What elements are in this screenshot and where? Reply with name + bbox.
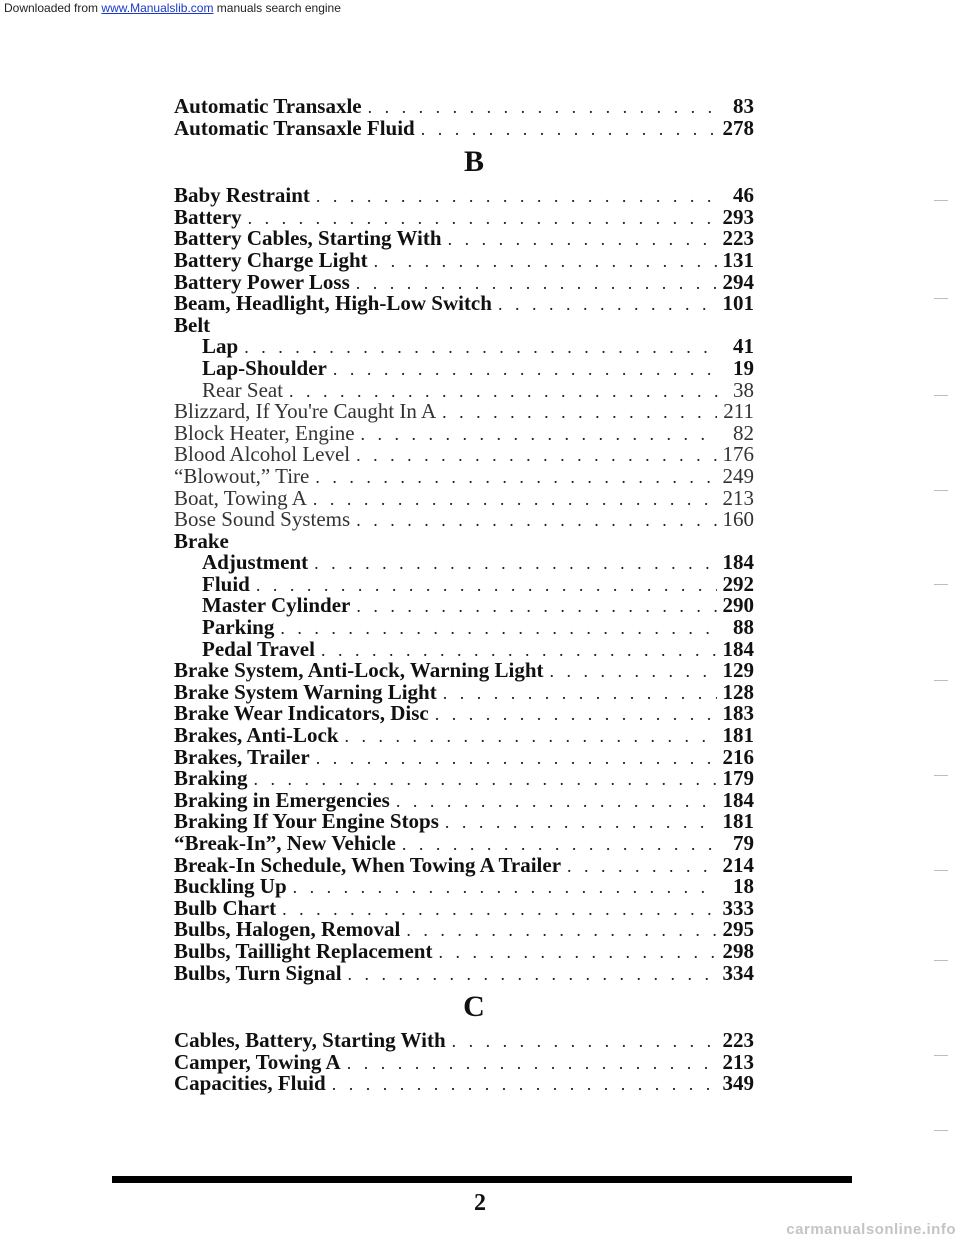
entry-page: 295	[722, 917, 754, 942]
entry-label: Baby Restraint	[174, 183, 310, 208]
dot-leader	[452, 1031, 717, 1053]
entry-page: 334	[722, 960, 754, 985]
entry-page: 38	[733, 377, 754, 402]
entry-page: 278	[722, 115, 754, 140]
index-entry	[174, 1073, 754, 1095]
entry-label: Fluid	[202, 571, 250, 596]
entry-page: 41	[733, 334, 754, 359]
index-entry	[174, 960, 754, 985]
index-entry	[174, 895, 754, 920]
index-entry	[174, 833, 754, 855]
section-heading: B	[463, 145, 484, 179]
entry-page: 128	[722, 679, 754, 704]
index-subentry	[174, 595, 754, 617]
entry-page: 183	[722, 701, 754, 726]
entry-page: 211	[723, 399, 754, 424]
entry-label: Bose Sound Systems	[174, 507, 351, 532]
index-entry	[174, 463, 754, 488]
entry-page: 184	[722, 550, 754, 575]
index-entry	[174, 1049, 754, 1074]
download-banner	[0, 0, 960, 18]
entry-page: 19	[733, 355, 754, 380]
index-entry	[174, 744, 754, 769]
page-number: 2	[474, 1190, 486, 1216]
index-subentry	[174, 377, 754, 402]
entry-page: 82	[733, 420, 754, 445]
dot-leader	[443, 683, 717, 705]
entry-label: Bulbs, Taillight Replacement	[174, 938, 433, 963]
entry-page: 176	[722, 442, 754, 467]
section-heading: C	[463, 990, 485, 1024]
entry-label: Boat, Towing A	[174, 485, 307, 510]
entry-page: 293	[722, 204, 754, 229]
entry-label: Buckling Up	[174, 874, 287, 899]
entry-label: Automatic Transaxle	[174, 94, 362, 118]
dot-leader	[445, 812, 717, 834]
index-entry	[174, 115, 754, 140]
index-entry	[174, 485, 754, 510]
entry-page: 213	[722, 1049, 754, 1074]
dot-leader	[374, 251, 717, 273]
dot-leader	[368, 97, 718, 119]
entry-label: Capacities, Fluid	[174, 1071, 326, 1096]
index-entry	[174, 96, 754, 118]
dot-leader	[438, 942, 716, 964]
entry-page: 223	[722, 1028, 754, 1053]
entry-page: 18	[733, 874, 754, 899]
index-entry	[174, 293, 754, 315]
index-entry	[174, 703, 754, 725]
entry-page: 129	[722, 658, 754, 683]
entry-label: Brake System Warning Light	[174, 679, 437, 704]
entry-page: 184	[722, 636, 754, 661]
index-entry	[174, 679, 754, 704]
dot-leader	[406, 920, 716, 942]
entry-label: Brakes, Trailer	[174, 744, 310, 769]
entry-label: Pedal Travel	[202, 636, 315, 661]
entry-label: Bulbs, Halogen, Removal	[174, 917, 401, 942]
entry-label: Bulb Chart	[174, 895, 277, 920]
entry-label: Battery Cables, Starting With	[174, 226, 442, 251]
entry-label: Beam, Headlight, High-Low Switch	[174, 291, 492, 316]
dot-leader	[356, 510, 716, 532]
entry-page: 290	[722, 593, 754, 618]
dot-leader	[442, 402, 717, 424]
entry-label: Lap-Shoulder	[202, 355, 327, 380]
dot-leader	[356, 596, 716, 618]
dot-leader	[356, 445, 716, 467]
watermark: carmanualsonline.info	[786, 1221, 956, 1238]
entry-page: 294	[722, 269, 754, 294]
entry-label: Lap	[202, 334, 239, 359]
entry-label: Parking	[202, 615, 275, 640]
dot-leader	[313, 489, 717, 511]
index-entry	[174, 312, 754, 337]
index-entry	[174, 228, 754, 250]
index-entry	[174, 787, 754, 812]
entry-label: Battery	[174, 204, 242, 229]
entry-label: Brake Wear Indicators, Disc	[174, 701, 429, 726]
index-entry	[174, 725, 754, 747]
entry-page: 298	[722, 938, 754, 963]
index-subentry	[174, 552, 754, 574]
entry-label: Automatic Transaxle Fluid	[174, 115, 415, 140]
index-entry	[174, 444, 754, 466]
dot-leader	[333, 359, 718, 381]
dot-leader	[348, 964, 717, 986]
index-entry	[174, 768, 754, 790]
entry-page: 349	[722, 1071, 754, 1096]
index-entry	[174, 919, 754, 941]
banner-suffix: manuals search engine	[216, 1, 341, 15]
entry-page: 184	[722, 787, 754, 812]
entry-label: Master Cylinder	[202, 593, 351, 618]
dot-leader	[293, 877, 718, 899]
index-entry	[174, 852, 754, 877]
entry-page: 249	[722, 463, 754, 488]
index-entry	[174, 269, 754, 294]
entry-label: Brakes, Anti-Lock	[174, 723, 339, 748]
index-entry	[174, 811, 754, 833]
index-subentry	[174, 355, 754, 380]
index-subentry	[174, 571, 754, 596]
index-entry	[174, 528, 754, 553]
entry-page: 79	[733, 831, 754, 855]
footer-rule	[112, 1176, 852, 1183]
entry-label: Braking	[174, 766, 248, 791]
entry-page: 214	[722, 852, 754, 877]
entry-page: 83	[733, 94, 754, 118]
index-subentry	[174, 617, 754, 639]
dot-leader	[435, 704, 717, 726]
entry-label: “Blowout,” Tire	[174, 463, 310, 488]
entry-page: 179	[722, 766, 754, 791]
entry-page: 46	[733, 183, 754, 208]
index-entry	[174, 185, 754, 207]
dot-leader	[316, 186, 718, 208]
index-entry	[174, 401, 754, 423]
dot-leader	[314, 553, 716, 575]
entry-label: Block Heater, Engine	[174, 420, 355, 445]
manualslib-link[interactable]: www.Manualslib.com	[101, 1, 214, 15]
entry-page: 101	[722, 291, 754, 316]
dot-leader	[280, 618, 718, 640]
entry-page: 181	[722, 723, 754, 748]
entry-label: Blizzard, If You're Caught In A	[174, 399, 437, 424]
entry-label: Rear Seat	[202, 377, 284, 402]
entry-label: Break-In Schedule, When Towing A Trailer	[174, 852, 562, 877]
entry-label: Camper, Towing A	[174, 1049, 341, 1074]
dot-leader	[361, 424, 718, 446]
index-entry	[174, 247, 754, 272]
dot-leader	[421, 119, 717, 141]
dot-leader	[345, 726, 717, 748]
entry-label: Adjustment	[202, 550, 309, 575]
index-entry	[174, 660, 754, 682]
entry-page: 216	[722, 744, 754, 769]
index-entry	[174, 420, 754, 445]
entry-page: 181	[722, 809, 754, 834]
entry-label: Blood Alcohol Level	[174, 442, 351, 467]
entry-label: Battery Charge Light	[174, 247, 368, 272]
index-subentry	[174, 336, 754, 358]
entry-label: Battery Power Loss	[174, 269, 350, 294]
entry-label: “Break-In”, New Vehicle	[174, 831, 396, 855]
dot-leader	[567, 856, 716, 878]
entry-label: Bulbs, Turn Signal	[174, 960, 342, 985]
index-subentry	[174, 636, 754, 661]
dot-leader	[315, 467, 716, 489]
dot-leader	[332, 1074, 717, 1096]
entry-label: Brake System, Anti-Lock, Warning Light	[174, 658, 544, 683]
entry-page: 292	[722, 571, 754, 596]
entry-label: Brake	[174, 528, 229, 553]
entry-label: Braking If Your Engine Stops	[174, 809, 439, 834]
dot-leader	[498, 294, 717, 316]
dot-leader	[316, 748, 717, 770]
entry-page: 160	[722, 507, 754, 532]
entry-page: 223	[722, 226, 754, 251]
entry-label: Belt	[174, 312, 211, 337]
index-entry	[174, 204, 754, 229]
dot-leader	[448, 229, 717, 251]
banner-prefix: Downloaded from	[4, 1, 99, 15]
index-entry	[174, 876, 754, 898]
dot-leader	[550, 661, 717, 683]
entry-page: 333	[722, 895, 754, 920]
index-list	[174, 96, 754, 1095]
entry-label: Braking in Emergencies	[174, 787, 390, 812]
index-entry	[174, 938, 754, 963]
entry-page: 213	[722, 485, 754, 510]
entry-page: 131	[722, 247, 754, 272]
entry-page: 88	[733, 615, 754, 640]
dot-leader	[347, 1053, 717, 1075]
dot-leader	[396, 791, 717, 813]
index-entry	[174, 1030, 754, 1052]
index-entry	[174, 509, 754, 531]
entry-label: Cables, Battery, Starting With	[174, 1028, 446, 1053]
